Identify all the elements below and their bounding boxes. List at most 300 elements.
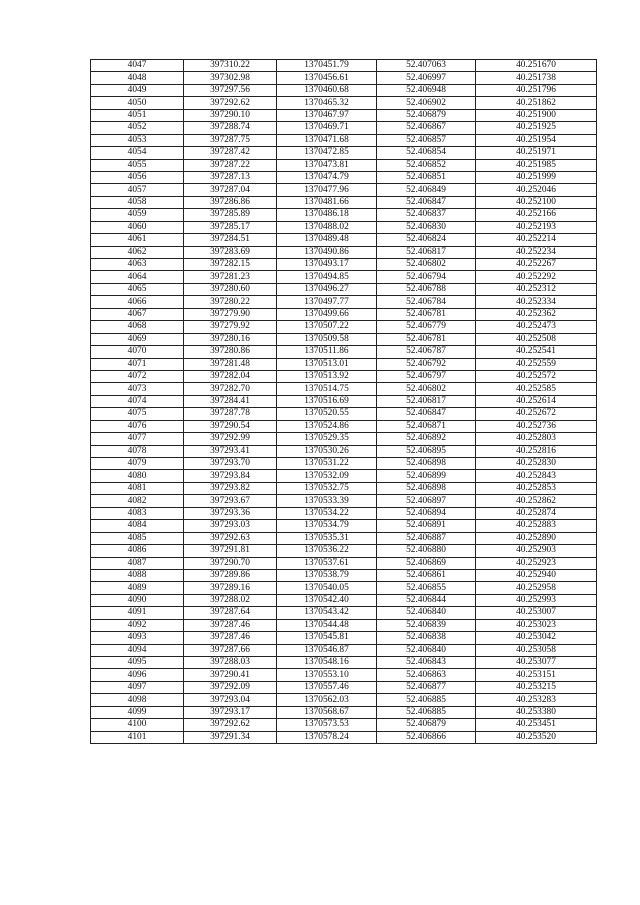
x-coordinate-cell: 397282.04 <box>184 370 277 382</box>
point-number-cell: 4091 <box>91 607 184 619</box>
table-row <box>91 681 597 693</box>
point-number-cell: 4090 <box>91 594 184 606</box>
longitude-cell: 40.253007 <box>476 607 597 619</box>
x-coordinate-cell: 397287.78 <box>184 408 277 420</box>
latitude-cell: 52.406898 <box>377 482 476 494</box>
y-coordinate-cell: 1370456.61 <box>277 72 377 84</box>
x-coordinate-cell: 397292.09 <box>184 681 277 693</box>
longitude-cell: 40.252853 <box>476 482 597 494</box>
latitude-cell: 52.406879 <box>377 109 476 121</box>
y-coordinate-cell: 1370532.75 <box>277 482 377 494</box>
point-number-cell: 4073 <box>91 383 184 395</box>
point-number-cell: 4089 <box>91 582 184 594</box>
table-row <box>91 122 597 134</box>
table-row <box>91 259 597 271</box>
table-row <box>91 507 597 519</box>
point-number-cell: 4070 <box>91 346 184 358</box>
y-coordinate-cell: 1370511.86 <box>277 346 377 358</box>
point-number-cell: 4065 <box>91 283 184 295</box>
point-number-cell: 4084 <box>91 520 184 532</box>
latitude-cell: 52.406885 <box>377 706 476 718</box>
longitude-cell: 40.251900 <box>476 109 597 121</box>
x-coordinate-cell: 397280.22 <box>184 296 277 308</box>
y-coordinate-cell: 1370509.58 <box>277 333 377 345</box>
point-number-cell: 4094 <box>91 644 184 656</box>
point-number-cell: 4097 <box>91 681 184 693</box>
y-coordinate-cell: 1370474.79 <box>277 171 377 183</box>
table-row <box>91 209 597 221</box>
point-number-cell: 4092 <box>91 619 184 631</box>
table-row <box>91 84 597 96</box>
longitude-cell: 40.251971 <box>476 147 597 159</box>
table-row <box>91 582 597 594</box>
longitude-cell: 40.251954 <box>476 134 597 146</box>
longitude-cell: 40.252312 <box>476 283 597 295</box>
latitude-cell: 52.406792 <box>377 358 476 370</box>
x-coordinate-cell: 397291.81 <box>184 545 277 557</box>
table-row <box>91 184 597 196</box>
x-coordinate-cell: 397289.86 <box>184 569 277 581</box>
y-coordinate-cell: 1370546.87 <box>277 644 377 656</box>
table-row <box>91 358 597 370</box>
x-coordinate-cell: 397285.89 <box>184 209 277 221</box>
latitude-cell: 52.406794 <box>377 271 476 283</box>
table-row <box>91 569 597 581</box>
point-number-cell: 4098 <box>91 694 184 706</box>
latitude-cell: 52.406781 <box>377 333 476 345</box>
longitude-cell: 40.252585 <box>476 383 597 395</box>
latitude-cell: 52.406855 <box>377 582 476 594</box>
table-row <box>91 557 597 569</box>
table-row <box>91 545 597 557</box>
point-number-cell: 4093 <box>91 632 184 644</box>
latitude-cell: 52.406948 <box>377 84 476 96</box>
point-number-cell: 4056 <box>91 171 184 183</box>
table-row <box>91 283 597 295</box>
table-row <box>91 147 597 159</box>
y-coordinate-cell: 1370477.96 <box>277 184 377 196</box>
longitude-cell: 40.252234 <box>476 246 597 258</box>
point-number-cell: 4066 <box>91 296 184 308</box>
table-row <box>91 694 597 706</box>
y-coordinate-cell: 1370486.18 <box>277 209 377 221</box>
x-coordinate-cell: 397292.99 <box>184 433 277 445</box>
latitude-cell: 52.406837 <box>377 209 476 221</box>
point-number-cell: 4076 <box>91 420 184 432</box>
x-coordinate-cell: 397285.17 <box>184 221 277 233</box>
latitude-cell: 52.406802 <box>377 383 476 395</box>
table-row <box>91 370 597 382</box>
longitude-cell: 40.252214 <box>476 234 597 246</box>
longitude-cell: 40.252508 <box>476 333 597 345</box>
point-number-cell: 4100 <box>91 719 184 731</box>
latitude-cell: 52.406887 <box>377 532 476 544</box>
table-row <box>91 72 597 84</box>
table-row <box>91 196 597 208</box>
longitude-cell: 40.252890 <box>476 532 597 544</box>
latitude-cell: 52.406839 <box>377 619 476 631</box>
x-coordinate-cell: 397280.86 <box>184 346 277 358</box>
point-number-cell: 4069 <box>91 333 184 345</box>
latitude-cell: 52.406863 <box>377 669 476 681</box>
table-row <box>91 657 597 669</box>
x-coordinate-cell: 397287.66 <box>184 644 277 656</box>
point-number-cell: 4049 <box>91 84 184 96</box>
y-coordinate-cell: 1370548.16 <box>277 657 377 669</box>
latitude-cell: 52.406867 <box>377 122 476 134</box>
longitude-cell: 40.253451 <box>476 719 597 731</box>
y-coordinate-cell: 1370490.86 <box>277 246 377 258</box>
longitude-cell: 40.252614 <box>476 395 597 407</box>
x-coordinate-cell: 397293.04 <box>184 694 277 706</box>
x-coordinate-cell: 397281.48 <box>184 358 277 370</box>
y-coordinate-cell: 1370578.24 <box>277 731 377 743</box>
longitude-cell: 40.252843 <box>476 470 597 482</box>
longitude-cell: 40.252362 <box>476 308 597 320</box>
point-number-cell: 4050 <box>91 97 184 109</box>
x-coordinate-cell: 397293.17 <box>184 706 277 718</box>
point-number-cell: 4083 <box>91 507 184 519</box>
latitude-cell: 52.406891 <box>377 520 476 532</box>
latitude-cell: 52.406847 <box>377 196 476 208</box>
longitude-cell: 40.253023 <box>476 619 597 631</box>
longitude-cell: 40.252572 <box>476 370 597 382</box>
latitude-cell: 52.406844 <box>377 594 476 606</box>
y-coordinate-cell: 1370573.53 <box>277 719 377 731</box>
point-number-cell: 4079 <box>91 458 184 470</box>
coordinates-table-body <box>91 60 597 744</box>
latitude-cell: 52.406817 <box>377 246 476 258</box>
table-row <box>91 97 597 109</box>
latitude-cell: 52.406830 <box>377 221 476 233</box>
table-row <box>91 271 597 283</box>
longitude-cell: 40.252193 <box>476 221 597 233</box>
point-number-cell: 4080 <box>91 470 184 482</box>
table-row <box>91 607 597 619</box>
x-coordinate-cell: 397287.75 <box>184 134 277 146</box>
table-row <box>91 246 597 258</box>
latitude-cell: 52.406902 <box>377 97 476 109</box>
y-coordinate-cell: 1370529.35 <box>277 433 377 445</box>
point-number-cell: 4057 <box>91 184 184 196</box>
y-coordinate-cell: 1370496.27 <box>277 283 377 295</box>
y-coordinate-cell: 1370530.26 <box>277 445 377 457</box>
latitude-cell: 52.406802 <box>377 259 476 271</box>
y-coordinate-cell: 1370535.31 <box>277 532 377 544</box>
y-coordinate-cell: 1370534.22 <box>277 507 377 519</box>
latitude-cell: 52.406849 <box>377 184 476 196</box>
x-coordinate-cell: 397292.63 <box>184 532 277 544</box>
y-coordinate-cell: 1370493.17 <box>277 259 377 271</box>
y-coordinate-cell: 1370568.67 <box>277 706 377 718</box>
longitude-cell: 40.253151 <box>476 669 597 681</box>
table-row <box>91 532 597 544</box>
y-coordinate-cell: 1370514.75 <box>277 383 377 395</box>
latitude-cell: 52.406838 <box>377 632 476 644</box>
point-number-cell: 4086 <box>91 545 184 557</box>
longitude-cell: 40.251985 <box>476 159 597 171</box>
y-coordinate-cell: 1370533.39 <box>277 495 377 507</box>
x-coordinate-cell: 397290.10 <box>184 109 277 121</box>
x-coordinate-cell: 397288.03 <box>184 657 277 669</box>
longitude-cell: 40.252923 <box>476 557 597 569</box>
y-coordinate-cell: 1370545.81 <box>277 632 377 644</box>
latitude-cell: 52.406817 <box>377 395 476 407</box>
longitude-cell: 40.252267 <box>476 259 597 271</box>
y-coordinate-cell: 1370542.40 <box>277 594 377 606</box>
longitude-cell: 40.253520 <box>476 731 597 743</box>
point-number-cell: 4081 <box>91 482 184 494</box>
latitude-cell: 52.407063 <box>377 60 476 72</box>
point-number-cell: 4054 <box>91 147 184 159</box>
x-coordinate-cell: 397293.84 <box>184 470 277 482</box>
point-number-cell: 4064 <box>91 271 184 283</box>
table-row <box>91 395 597 407</box>
table-row <box>91 520 597 532</box>
point-number-cell: 4072 <box>91 370 184 382</box>
x-coordinate-cell: 397286.86 <box>184 196 277 208</box>
y-coordinate-cell: 1370489.48 <box>277 234 377 246</box>
longitude-cell: 40.252334 <box>476 296 597 308</box>
latitude-cell: 52.406894 <box>377 507 476 519</box>
latitude-cell: 52.406861 <box>377 569 476 581</box>
point-number-cell: 4052 <box>91 122 184 134</box>
x-coordinate-cell: 397297.56 <box>184 84 277 96</box>
longitude-cell: 40.251925 <box>476 122 597 134</box>
point-number-cell: 4055 <box>91 159 184 171</box>
y-coordinate-cell: 1370537.61 <box>277 557 377 569</box>
x-coordinate-cell: 397280.16 <box>184 333 277 345</box>
y-coordinate-cell: 1370488.02 <box>277 221 377 233</box>
y-coordinate-cell: 1370460.68 <box>277 84 377 96</box>
point-number-cell: 4047 <box>91 60 184 72</box>
x-coordinate-cell: 397282.70 <box>184 383 277 395</box>
latitude-cell: 52.406877 <box>377 681 476 693</box>
latitude-cell: 52.406871 <box>377 420 476 432</box>
point-number-cell: 4096 <box>91 669 184 681</box>
x-coordinate-cell: 397279.92 <box>184 321 277 333</box>
x-coordinate-cell: 397280.60 <box>184 283 277 295</box>
longitude-cell: 40.252830 <box>476 458 597 470</box>
point-number-cell: 4075 <box>91 408 184 420</box>
latitude-cell: 52.406824 <box>377 234 476 246</box>
table-row <box>91 333 597 345</box>
longitude-cell: 40.251738 <box>476 72 597 84</box>
x-coordinate-cell: 397293.67 <box>184 495 277 507</box>
x-coordinate-cell: 397293.03 <box>184 520 277 532</box>
longitude-cell: 40.251670 <box>476 60 597 72</box>
longitude-cell: 40.253058 <box>476 644 597 656</box>
longitude-cell: 40.252100 <box>476 196 597 208</box>
longitude-cell: 40.252292 <box>476 271 597 283</box>
longitude-cell: 40.252903 <box>476 545 597 557</box>
longitude-cell: 40.251862 <box>476 97 597 109</box>
y-coordinate-cell: 1370538.79 <box>277 569 377 581</box>
table-row <box>91 495 597 507</box>
latitude-cell: 52.406866 <box>377 731 476 743</box>
y-coordinate-cell: 1370513.92 <box>277 370 377 382</box>
x-coordinate-cell: 397293.70 <box>184 458 277 470</box>
longitude-cell: 40.253283 <box>476 694 597 706</box>
longitude-cell: 40.252940 <box>476 569 597 581</box>
point-number-cell: 4067 <box>91 308 184 320</box>
y-coordinate-cell: 1370499.66 <box>277 308 377 320</box>
longitude-cell: 40.252166 <box>476 209 597 221</box>
table-row <box>91 60 597 72</box>
table-row <box>91 619 597 631</box>
longitude-cell: 40.252046 <box>476 184 597 196</box>
table-row <box>91 669 597 681</box>
longitude-cell: 40.252803 <box>476 433 597 445</box>
table-row <box>91 109 597 121</box>
x-coordinate-cell: 397287.64 <box>184 607 277 619</box>
latitude-cell: 52.406892 <box>377 433 476 445</box>
latitude-cell: 52.406784 <box>377 296 476 308</box>
longitude-cell: 40.252958 <box>476 582 597 594</box>
x-coordinate-cell: 397287.04 <box>184 184 277 196</box>
table-row <box>91 234 597 246</box>
x-coordinate-cell: 397289.16 <box>184 582 277 594</box>
latitude-cell: 52.406857 <box>377 134 476 146</box>
y-coordinate-cell: 1370494.85 <box>277 271 377 283</box>
y-coordinate-cell: 1370534.79 <box>277 520 377 532</box>
latitude-cell: 52.406843 <box>377 657 476 669</box>
longitude-cell: 40.252672 <box>476 408 597 420</box>
x-coordinate-cell: 397284.51 <box>184 234 277 246</box>
point-number-cell: 4095 <box>91 657 184 669</box>
point-number-cell: 4078 <box>91 445 184 457</box>
latitude-cell: 52.406895 <box>377 445 476 457</box>
latitude-cell: 52.406781 <box>377 308 476 320</box>
x-coordinate-cell: 397290.41 <box>184 669 277 681</box>
point-number-cell: 4051 <box>91 109 184 121</box>
point-number-cell: 4087 <box>91 557 184 569</box>
latitude-cell: 52.406880 <box>377 545 476 557</box>
x-coordinate-cell: 397292.62 <box>184 719 277 731</box>
longitude-cell: 40.251999 <box>476 171 597 183</box>
table-row <box>91 706 597 718</box>
y-coordinate-cell: 1370465.32 <box>277 97 377 109</box>
latitude-cell: 52.406851 <box>377 171 476 183</box>
point-number-cell: 4048 <box>91 72 184 84</box>
longitude-cell: 40.252473 <box>476 321 597 333</box>
x-coordinate-cell: 397310.22 <box>184 60 277 72</box>
x-coordinate-cell: 397290.70 <box>184 557 277 569</box>
table-row <box>91 470 597 482</box>
point-number-cell: 4088 <box>91 569 184 581</box>
table-row <box>91 482 597 494</box>
latitude-cell: 52.406854 <box>377 147 476 159</box>
y-coordinate-cell: 1370513.01 <box>277 358 377 370</box>
point-number-cell: 4063 <box>91 259 184 271</box>
table-row <box>91 134 597 146</box>
point-number-cell: 4068 <box>91 321 184 333</box>
x-coordinate-cell: 397292.62 <box>184 97 277 109</box>
y-coordinate-cell: 1370472.85 <box>277 147 377 159</box>
x-coordinate-cell: 397279.90 <box>184 308 277 320</box>
y-coordinate-cell: 1370473.81 <box>277 159 377 171</box>
table-row <box>91 171 597 183</box>
y-coordinate-cell: 1370532.09 <box>277 470 377 482</box>
point-number-cell: 4101 <box>91 731 184 743</box>
point-number-cell: 4071 <box>91 358 184 370</box>
table-row <box>91 731 597 743</box>
point-number-cell: 4059 <box>91 209 184 221</box>
table-row <box>91 321 597 333</box>
latitude-cell: 52.406840 <box>377 644 476 656</box>
point-number-cell: 4053 <box>91 134 184 146</box>
point-number-cell: 4077 <box>91 433 184 445</box>
y-coordinate-cell: 1370531.22 <box>277 458 377 470</box>
point-number-cell: 4061 <box>91 234 184 246</box>
latitude-cell: 52.406787 <box>377 346 476 358</box>
x-coordinate-cell: 397287.42 <box>184 147 277 159</box>
longitude-cell: 40.252993 <box>476 594 597 606</box>
x-coordinate-cell: 397290.54 <box>184 420 277 432</box>
x-coordinate-cell: 397288.74 <box>184 122 277 134</box>
y-coordinate-cell: 1370524.86 <box>277 420 377 432</box>
longitude-cell: 40.251796 <box>476 84 597 96</box>
longitude-cell: 40.252874 <box>476 507 597 519</box>
longitude-cell: 40.252559 <box>476 358 597 370</box>
longitude-cell: 40.253380 <box>476 706 597 718</box>
x-coordinate-cell: 397283.69 <box>184 246 277 258</box>
latitude-cell: 52.406898 <box>377 458 476 470</box>
longitude-cell: 40.252862 <box>476 495 597 507</box>
longitude-cell: 40.253042 <box>476 632 597 644</box>
table-row <box>91 296 597 308</box>
y-coordinate-cell: 1370543.42 <box>277 607 377 619</box>
x-coordinate-cell: 397302.98 <box>184 72 277 84</box>
latitude-cell: 52.406797 <box>377 370 476 382</box>
latitude-cell: 52.406879 <box>377 719 476 731</box>
y-coordinate-cell: 1370516.69 <box>277 395 377 407</box>
longitude-cell: 40.253215 <box>476 681 597 693</box>
point-number-cell: 4082 <box>91 495 184 507</box>
point-number-cell: 4058 <box>91 196 184 208</box>
x-coordinate-cell: 397288.02 <box>184 594 277 606</box>
x-coordinate-cell: 397287.22 <box>184 159 277 171</box>
longitude-cell: 40.253077 <box>476 657 597 669</box>
point-number-cell: 4099 <box>91 706 184 718</box>
latitude-cell: 52.406897 <box>377 495 476 507</box>
table-row <box>91 644 597 656</box>
longitude-cell: 40.252736 <box>476 420 597 432</box>
point-number-cell: 4062 <box>91 246 184 258</box>
x-coordinate-cell: 397291.34 <box>184 731 277 743</box>
y-coordinate-cell: 1370562.03 <box>277 694 377 706</box>
latitude-cell: 52.406869 <box>377 557 476 569</box>
y-coordinate-cell: 1370451.79 <box>277 60 377 72</box>
y-coordinate-cell: 1370553.10 <box>277 669 377 681</box>
x-coordinate-cell: 397287.46 <box>184 632 277 644</box>
longitude-cell: 40.252541 <box>476 346 597 358</box>
y-coordinate-cell: 1370557.46 <box>277 681 377 693</box>
y-coordinate-cell: 1370469.71 <box>277 122 377 134</box>
x-coordinate-cell: 397281.23 <box>184 271 277 283</box>
x-coordinate-cell: 397282.15 <box>184 259 277 271</box>
point-number-cell: 4074 <box>91 395 184 407</box>
table-row <box>91 346 597 358</box>
table-row <box>91 159 597 171</box>
latitude-cell: 52.406840 <box>377 607 476 619</box>
y-coordinate-cell: 1370536.22 <box>277 545 377 557</box>
table-row <box>91 458 597 470</box>
y-coordinate-cell: 1370507.22 <box>277 321 377 333</box>
x-coordinate-cell: 397287.46 <box>184 619 277 631</box>
point-number-cell: 4060 <box>91 221 184 233</box>
table-row <box>91 719 597 731</box>
